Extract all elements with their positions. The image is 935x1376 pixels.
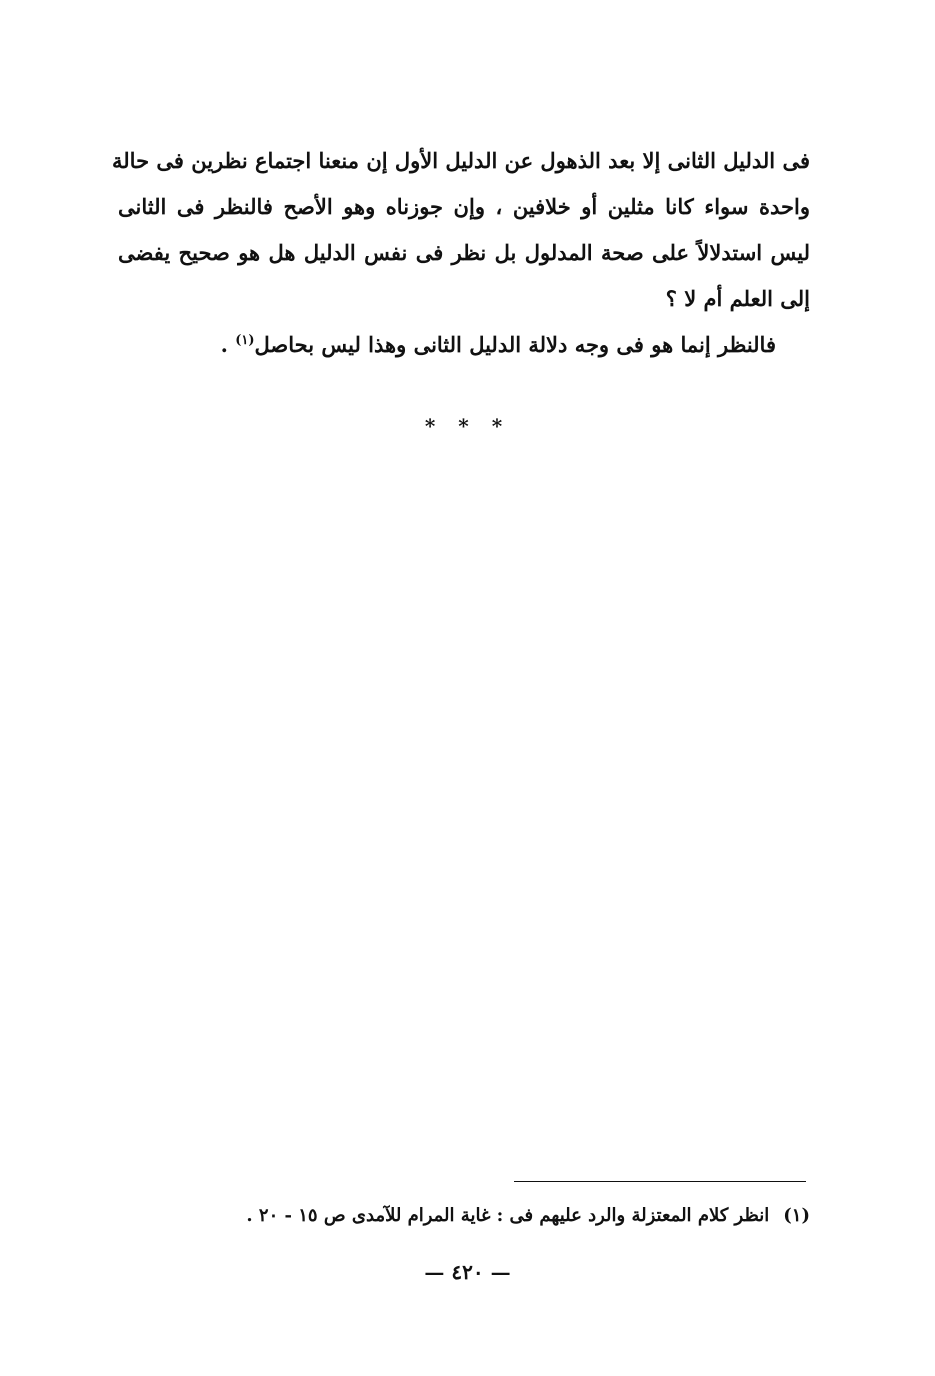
footnote-number: (١): [783, 1205, 810, 1226]
footnote: [150, 1199, 810, 1233]
text-line-3: ليس استدلالاً على صحة المدلول بل نظر فى نفس الدليل هل هو صحيح يفضى: [118, 240, 810, 265]
paragraph-2-end: .: [220, 332, 236, 357]
main-text: [112, 138, 810, 368]
footnote-divider: [514, 1181, 806, 1182]
text-line-2: واحدة سواء كانا مثلين أو خلافين ، وإن جوزناه وهو الأصح فالنظر فى الثانى: [118, 194, 810, 219]
page-number: — ٤٢٠ —: [424, 1260, 511, 1284]
text-line-4: إلى العلم أم لا ؟: [665, 286, 810, 311]
text-line-1: فى الدليل الثانى إلا بعد الذهول عن الدليل الأول إن منعنا اجتماع نظرين فى حالة: [112, 148, 810, 173]
section-separator: * * *: [424, 414, 511, 438]
paragraph-2-text: فالنظر إنما هو فى وجه دلالة الدليل الثانى وهذا ليس بحاصل: [254, 332, 776, 357]
footnote-text: انظر كلام المعتزلة والرد عليهم فى : غاية المرام للآمدى ص ١٥ - ٢٠ .: [246, 1205, 770, 1226]
paragraph-2: [118, 322, 810, 368]
footnote-marker: (١): [235, 333, 255, 348]
